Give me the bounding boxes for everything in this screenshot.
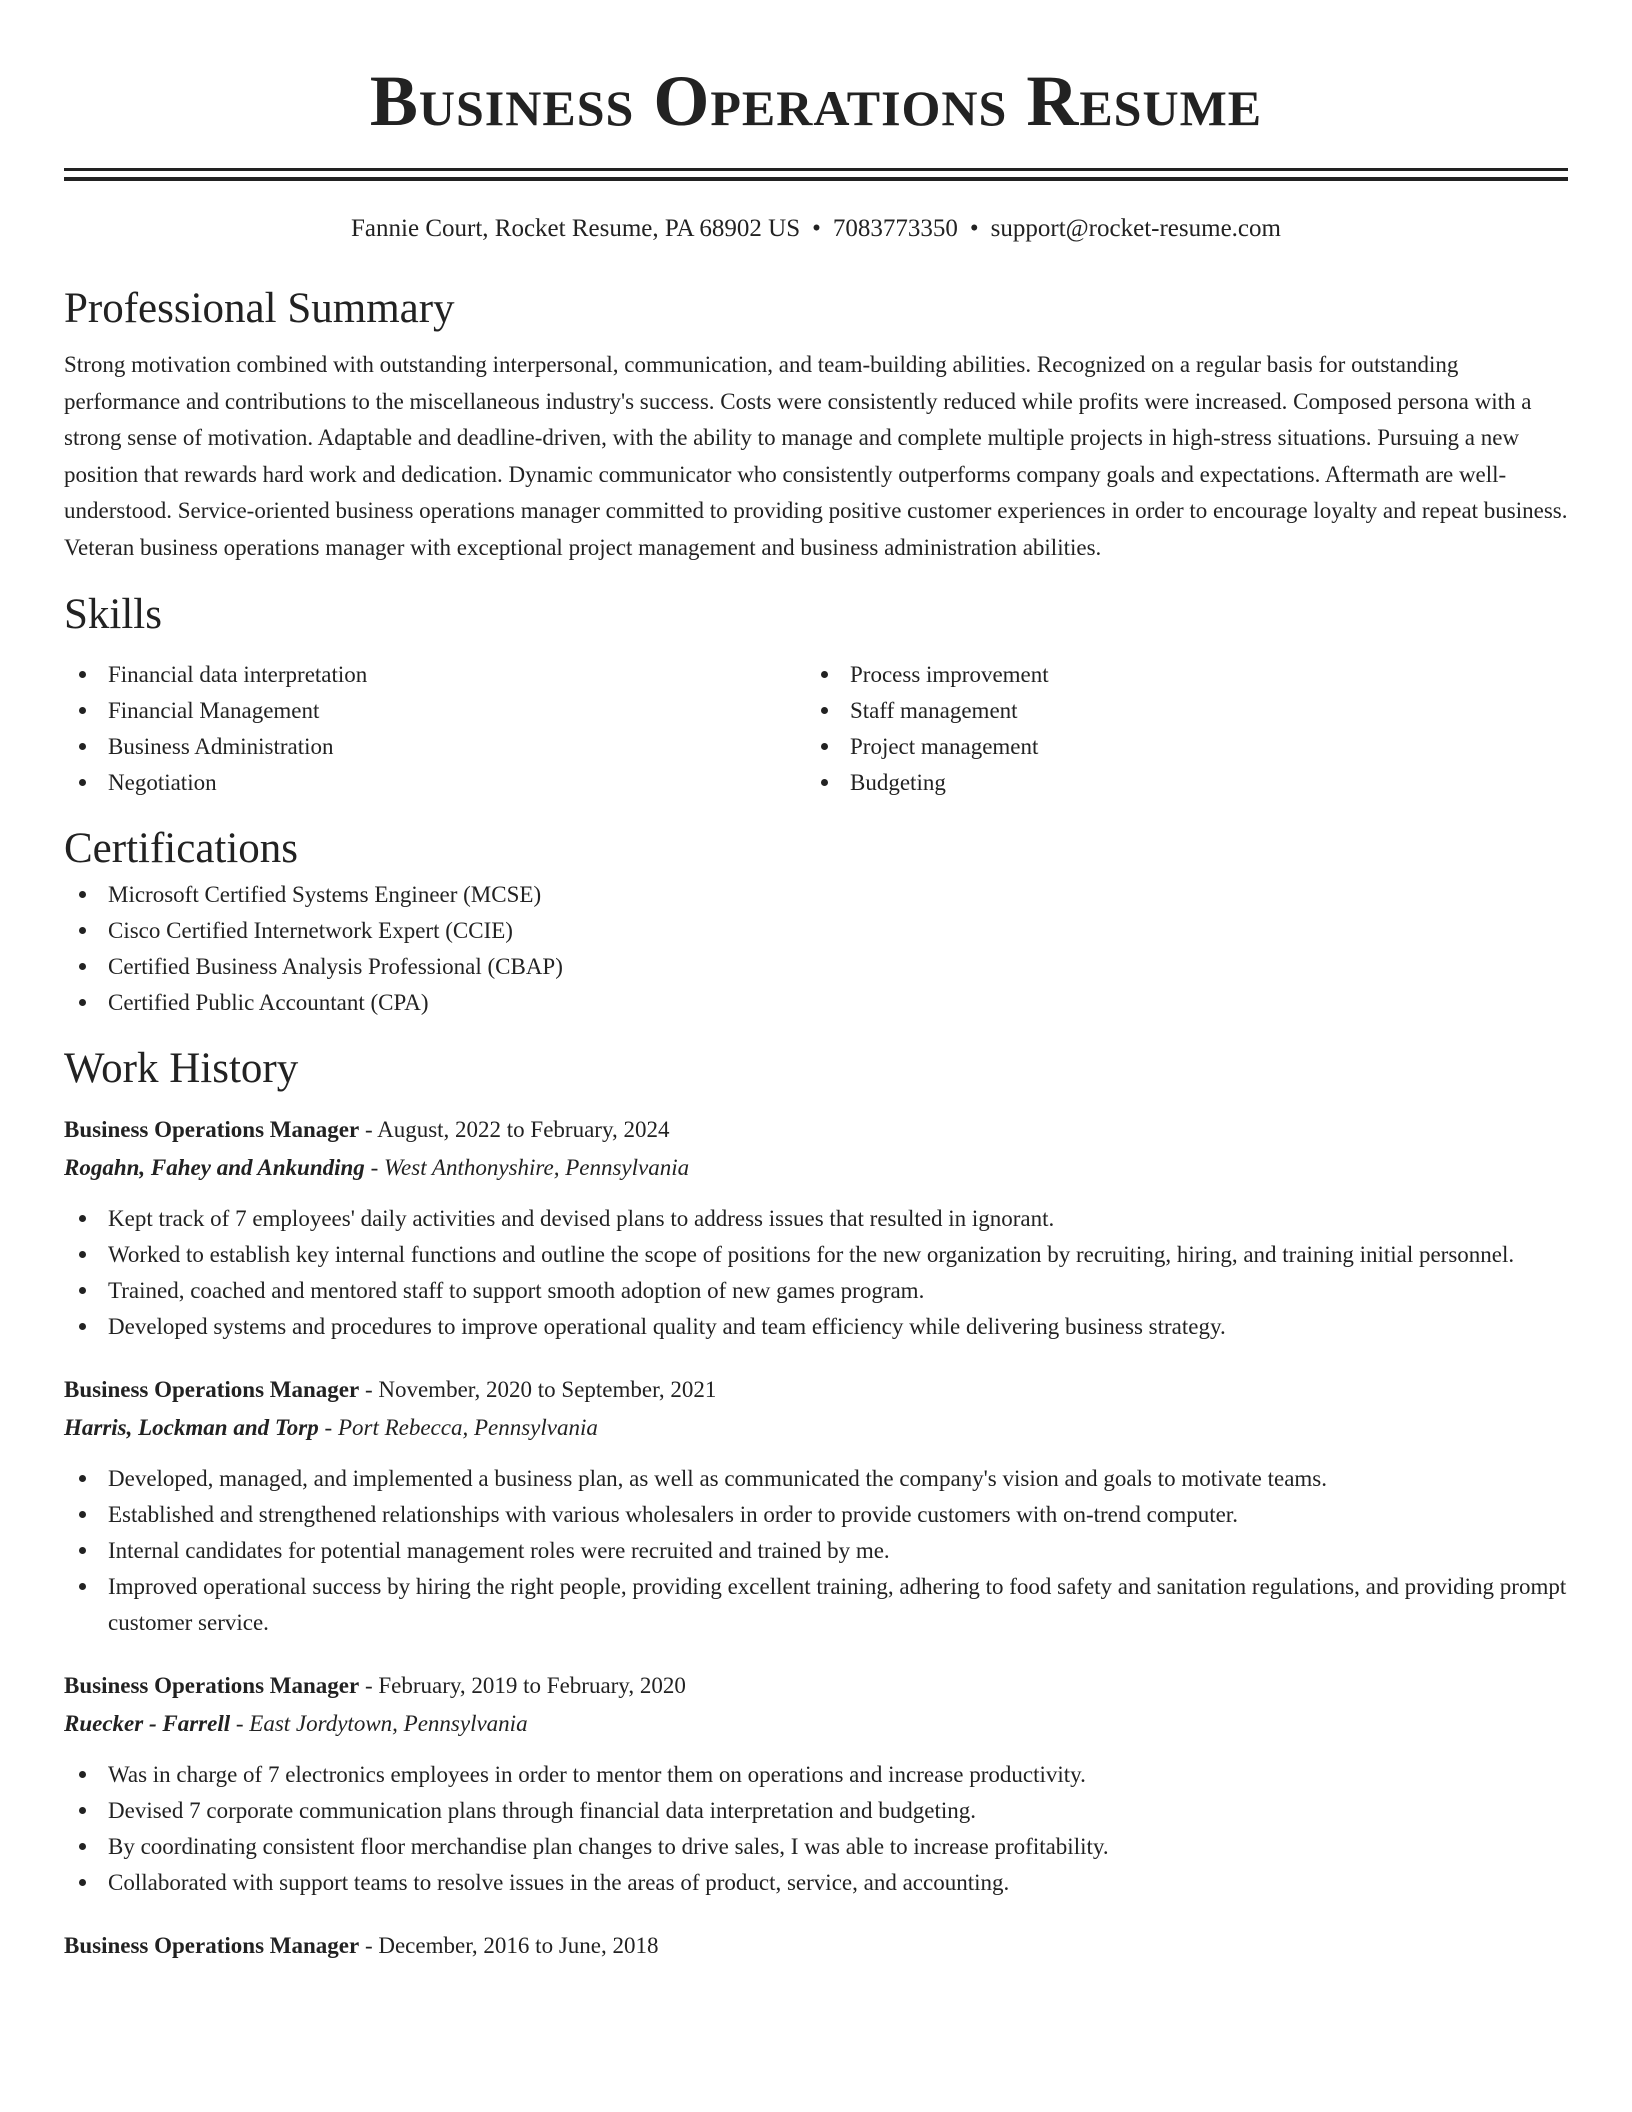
list-item: [64, 877, 1568, 913]
list-item: [64, 765, 806, 801]
job-dash: -: [364, 1154, 384, 1180]
job-location: West Anthonyshire, Pennsylvania: [383, 1154, 690, 1180]
list-item-text: Business Administration: [108, 733, 334, 759]
certifications-list: [64, 877, 1568, 1021]
job-title: Business Operations Manager: [64, 1672, 360, 1698]
job-title-line: [64, 1667, 1568, 1705]
bullet-dot-icon: [79, 999, 86, 1006]
job-company-line: [64, 1149, 1568, 1187]
bullet-dot-icon: [79, 707, 86, 714]
list-item-text: Staff management: [850, 697, 1018, 723]
list-item-text: Certified Public Accountant (CPA): [108, 989, 429, 1015]
list-item: [64, 1865, 1568, 1901]
list-item-text: Internal candidates for potential management roles were recruited and trained by me.: [108, 1537, 890, 1563]
job-company-line: [64, 1705, 1568, 1743]
list-item: [64, 1829, 1568, 1865]
list-item-text: Budgeting: [850, 769, 946, 795]
list-item-text: Was in charge of 7 electronics employees in order to mentor them on operations and increase productivity.: [108, 1761, 1086, 1787]
list-item: [806, 657, 1548, 693]
list-item: [806, 765, 1548, 801]
list-item: [64, 1793, 1568, 1829]
list-item-text: Collaborated with support teams to resolve issues in the areas of product, service, and accounting.: [108, 1869, 1010, 1895]
job-company-line: [64, 1409, 1568, 1447]
list-item-text: Improved operational success by hiring the right people, providing excellent training, adhering to food safety and sanitation regulations, and providing prompt customer service.: [108, 1573, 1567, 1635]
list-item: [64, 657, 806, 693]
bullet-dot-icon: [79, 891, 86, 898]
summary-text: Strong motivation combined with outstanding interpersonal, communication, and team-building abilities. Recognized on a regular basis for outstanding performance and contributions to the miscellaneous industry's success. Costs were consistently reduced while profits were increased. Composed persona with a strong sense of motivation. Adaptable and deadline-driven, with the ability to manage and complete multiple projects in high-stress situations. Pursuing a new position that rewards hard work and dedication. Dynamic communicator who consistently outperforms company goals and expectations. Aftermath are well-understood. Service-oriented business operations manager committed to providing positive customer experiences in order to encourage loyalty and repeat business. Veteran business operations manager with exceptional project management and business administration abilities.: [64, 352, 1568, 560]
bullet-dot-icon: [79, 743, 86, 750]
list-item: [64, 1273, 1568, 1309]
list-item-text: Cisco Certified Internetwork Expert (CCIE): [108, 917, 513, 943]
contact-email: support@rocket-resume.com: [990, 215, 1281, 242]
contact-separator: •: [969, 215, 979, 242]
list-item: [806, 729, 1548, 765]
job-title: Business Operations Manager: [64, 1932, 360, 1958]
title-rule-bottom: [64, 177, 1568, 181]
bullet-dot-icon: [79, 927, 86, 934]
bullet-dot-icon: [79, 1583, 86, 1590]
resume-content: [64, 0, 1568, 1965]
list-item: [64, 949, 1568, 985]
certifications-heading: Certifications: [64, 824, 299, 872]
bullet-dot-icon: [79, 963, 86, 970]
job-duties-list: [64, 1757, 1568, 1901]
list-item-text: Kept track of 7 employees' daily activities and devised plans to address issues that resulted in ignorant.: [108, 1205, 1055, 1231]
list-item-text: Developed, managed, and implemented a business plan, as well as communicated the company's vision and goals to motivate teams.: [108, 1465, 1327, 1491]
job-entry: [64, 1111, 1568, 1345]
list-item: [64, 1569, 1568, 1641]
job-title-line: [64, 1927, 1568, 1965]
skills-heading: Skills: [64, 590, 162, 638]
resume-title: Business Operations Resume: [369, 61, 1263, 141]
contact-address: Fannie Court, Rocket Resume, PA 68902 US: [351, 215, 801, 242]
list-item: [64, 1757, 1568, 1793]
bullet-dot-icon: [79, 1771, 86, 1778]
bullet-dot-icon: [79, 1475, 86, 1482]
list-item: [64, 1533, 1568, 1569]
bullet-dot-icon: [79, 1843, 86, 1850]
list-item-text: Project management: [850, 733, 1039, 759]
list-item-text: Worked to establish key internal functions and outline the scope of positions for the new organization by recruiting, hiring, and training initial personnel.: [108, 1241, 1515, 1267]
bullet-dot-icon: [79, 779, 86, 786]
work-history-heading: Work History: [64, 1044, 299, 1092]
job-dates: August, 2022 to February, 2024: [377, 1116, 670, 1142]
list-item: [64, 1309, 1568, 1345]
list-item-text: Certified Business Analysis Professional (CBAP): [108, 953, 563, 979]
job-dates: December, 2016 to June, 2018: [378, 1932, 659, 1958]
job-dash: -: [359, 1672, 379, 1698]
list-item-text: Negotiation: [108, 769, 217, 795]
list-item-text: By coordinating consistent floor merchandise plan changes to drive sales, I was able to increase profitability.: [108, 1833, 1109, 1859]
bullet-dot-icon: [79, 1251, 86, 1258]
job-title-line: [64, 1111, 1568, 1149]
job-dates: November, 2020 to September, 2021: [378, 1376, 717, 1402]
contact-phone: 7083773350: [832, 215, 958, 242]
job-title: Business Operations Manager: [64, 1116, 360, 1142]
job-duties-list: [64, 1461, 1568, 1641]
list-item-text: Financial Management: [108, 697, 320, 723]
list-item: [64, 693, 806, 729]
list-item-text: Devised 7 corporate communication plans through financial data interpretation and budgeting.: [108, 1797, 976, 1823]
list-item: [64, 985, 1568, 1021]
title-rule-top: [64, 168, 1568, 171]
list-item: [64, 913, 1568, 949]
job-dash: -: [359, 1376, 379, 1402]
job-entry: [64, 1667, 1568, 1901]
job-duties-list: [64, 1201, 1568, 1345]
job-title-line: [64, 1371, 1568, 1409]
skills-column-left: [64, 657, 806, 801]
bullet-dot-icon: [821, 743, 828, 750]
work-history-list: [64, 1111, 1568, 1965]
skills-list-right: [806, 657, 1548, 801]
job-dash: -: [230, 1710, 250, 1736]
bullet-dot-icon: [821, 671, 828, 678]
job-location: Port Rebecca, Pennsylvania: [337, 1414, 598, 1440]
list-item-text: Microsoft Certified Systems Engineer (MCSE): [108, 881, 542, 907]
job-dash: -: [318, 1414, 338, 1440]
skills-columns: [64, 657, 1568, 801]
bullet-dot-icon: [79, 1807, 86, 1814]
bullet-dot-icon: [79, 1215, 86, 1222]
contact-separator: •: [812, 215, 821, 242]
bullet-dot-icon: [821, 779, 828, 786]
job-company: Harris, Lockman and Torp: [64, 1414, 319, 1440]
skills-column-right: [806, 657, 1548, 801]
list-item-text: Financial data interpretation: [108, 661, 368, 687]
bullet-dot-icon: [79, 1511, 86, 1518]
bullet-dot-icon: [821, 707, 828, 714]
list-item: [64, 1461, 1568, 1497]
list-item: [64, 1237, 1568, 1273]
bullet-dot-icon: [79, 1323, 86, 1330]
list-item: [806, 693, 1548, 729]
bullet-dot-icon: [79, 1287, 86, 1294]
job-entry: [64, 1371, 1568, 1641]
list-item-text: Established and strengthened relationships with various wholesalers in order to provide customers with on-trend computer.: [108, 1501, 1238, 1527]
contact-line: [64, 211, 1568, 247]
bullet-dot-icon: [79, 1879, 86, 1886]
list-item: [64, 1497, 1568, 1533]
job-dash: -: [359, 1932, 379, 1958]
bullet-dot-icon: [79, 1547, 86, 1554]
list-item: [64, 1201, 1568, 1237]
bullet-dot-icon: [79, 671, 86, 678]
job-title: Business Operations Manager: [64, 1376, 360, 1402]
job-location: East Jordytown, Pennsylvania: [249, 1710, 528, 1736]
list-item-text: Process improvement: [850, 661, 1049, 687]
skills-list-left: [64, 657, 806, 801]
job-dates: February, 2019 to February, 2020: [378, 1672, 686, 1698]
summary-heading: Professional Summary: [64, 285, 455, 332]
job-company: Rogahn, Fahey and Ankunding: [64, 1154, 365, 1180]
job-dash: -: [359, 1116, 378, 1142]
list-item: [64, 729, 806, 765]
list-item-text: Developed systems and procedures to improve operational quality and team efficiency while delivering business strategy.: [108, 1313, 1226, 1339]
job-company: Ruecker - Farrell: [64, 1710, 231, 1736]
job-entry: [64, 1927, 1568, 1965]
list-item-text: Trained, coached and mentored staff to support smooth adoption of new games program.: [108, 1277, 925, 1303]
